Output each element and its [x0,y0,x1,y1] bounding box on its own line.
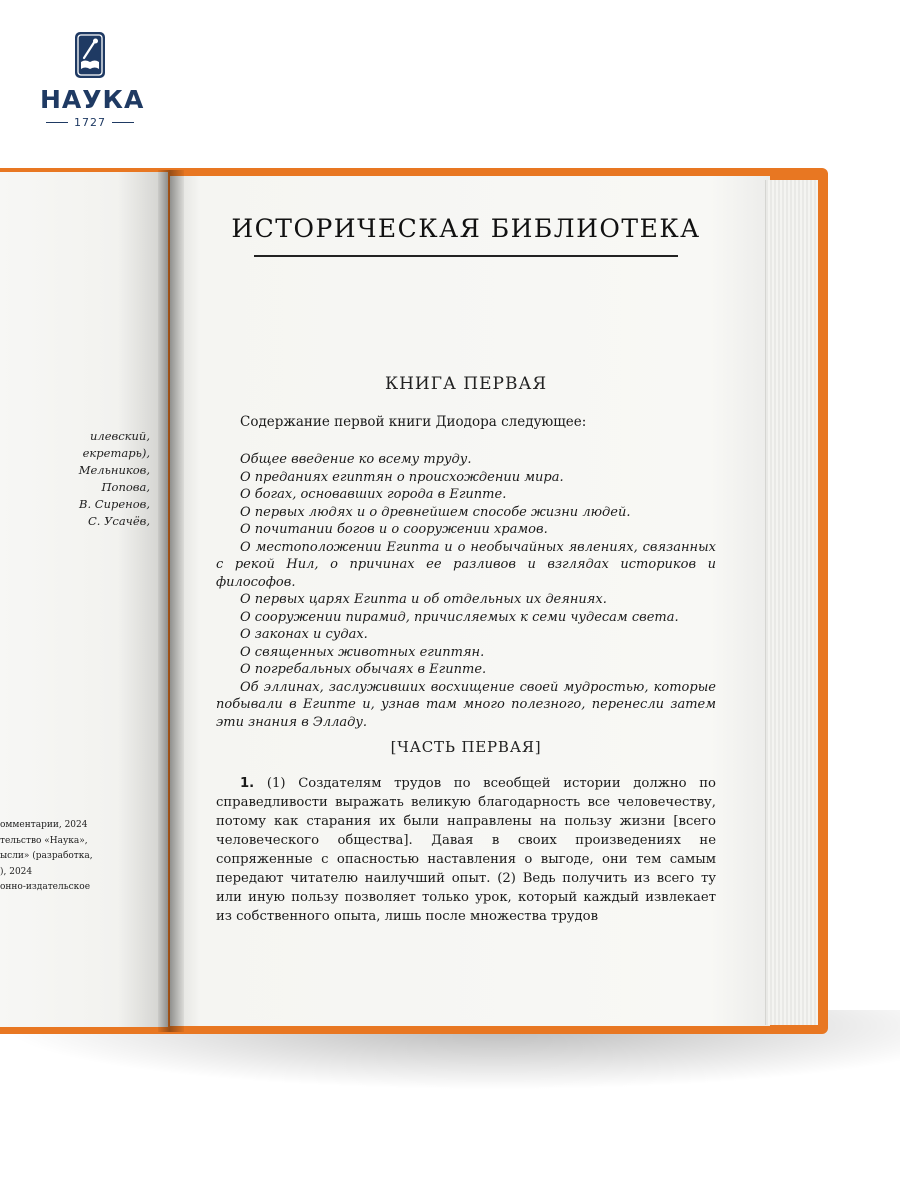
left-page [0,172,168,1027]
publisher-name: НАУКА [40,85,145,114]
copyright-line: ), 2024 [0,866,33,877]
series-title: ИСТОРИЧЕСКАЯ БИБЛИОТЕКА [231,214,701,243]
book-heading: КНИГА ПЕРВАЯ [384,374,548,394]
publisher-logo [40,32,145,129]
toc-item: О первых людях и о древнейшем способе жизни людей. [240,504,631,520]
body-text: (1) Создателям трудов по всеобщей истории должно по справедливости выражать великую благодарность все человечеству, потому как старания их были направлены на пользу жизни [всего человеческого общества]. Давая в своих произведениях не сопряженные с опасностью наставления о выгоде, они тем самым передают читателю наилучший опыт. (2) Ведь получить из всего ту или иную пользу позволяет только урок, который каждый извлекает из собственного опыта, лишь после множества трудов [216,776,716,924]
toc-item: О почитании богов и о сооружении храмов. [240,522,548,537]
page-edges [765,180,818,1025]
credit-line: Мельников, [78,463,150,477]
toc-item: О законах и судах. [240,627,368,642]
left-page-copyright [0,818,112,896]
toc-item: О местоположении Египта и о необычайных явлениях, связанных с рекой Нил, о причинах ее разливов и взглядах историков и философов. [216,539,716,590]
toc-item: О первых царях Египта и об отдельных их деяниях. [240,592,607,607]
credit-line: илевский, [89,429,150,443]
part-heading: [ЧАСТЬ ПЕРВАЯ] [390,738,542,756]
toc-item: О сооружении пирамид, причисляемых к семи чудесам света. [240,609,679,625]
credit-line: В. Сиренов, [79,497,150,511]
credit-line: С. Усачёв, [87,514,150,528]
left-page-credits [0,428,150,530]
contents-intro: Содержание первой книги Диодора следующее: [240,414,587,430]
toc-item: Об эллинах, заслуживших восхищение своей мудростью, которые побывали в Египте и, узнав там много полезного, перенесли затем эти знания в Элладу. [216,679,716,730]
chapter-number: 1. [240,776,255,791]
toc-item: О преданиях египтян о происхождении мира. [240,469,564,485]
table-of-contents [216,451,716,731]
copyright-line: онно-издательское [0,882,91,892]
body-paragraph [216,774,716,926]
book-gutter [158,170,184,1032]
book-lamp-icon [75,32,105,78]
toc-item: О погребальных обычаях в Египте. [240,662,487,677]
credit-line: екретарь), [82,446,150,460]
credit-line: Попова, [101,480,150,494]
publisher-year: 1727 [40,116,140,129]
toc-item: О богах, основавших города в Египте. [240,487,507,502]
copyright-line: тельство «Наука», [0,835,88,846]
copyright-line: омментарии, 2024 [0,820,88,830]
toc-item: Общее введение ко всему труду. [240,452,472,467]
title-underline [254,255,678,257]
toc-item: О священных животных египтян. [240,644,485,660]
copyright-line: ысли» (разработка, [0,851,93,861]
